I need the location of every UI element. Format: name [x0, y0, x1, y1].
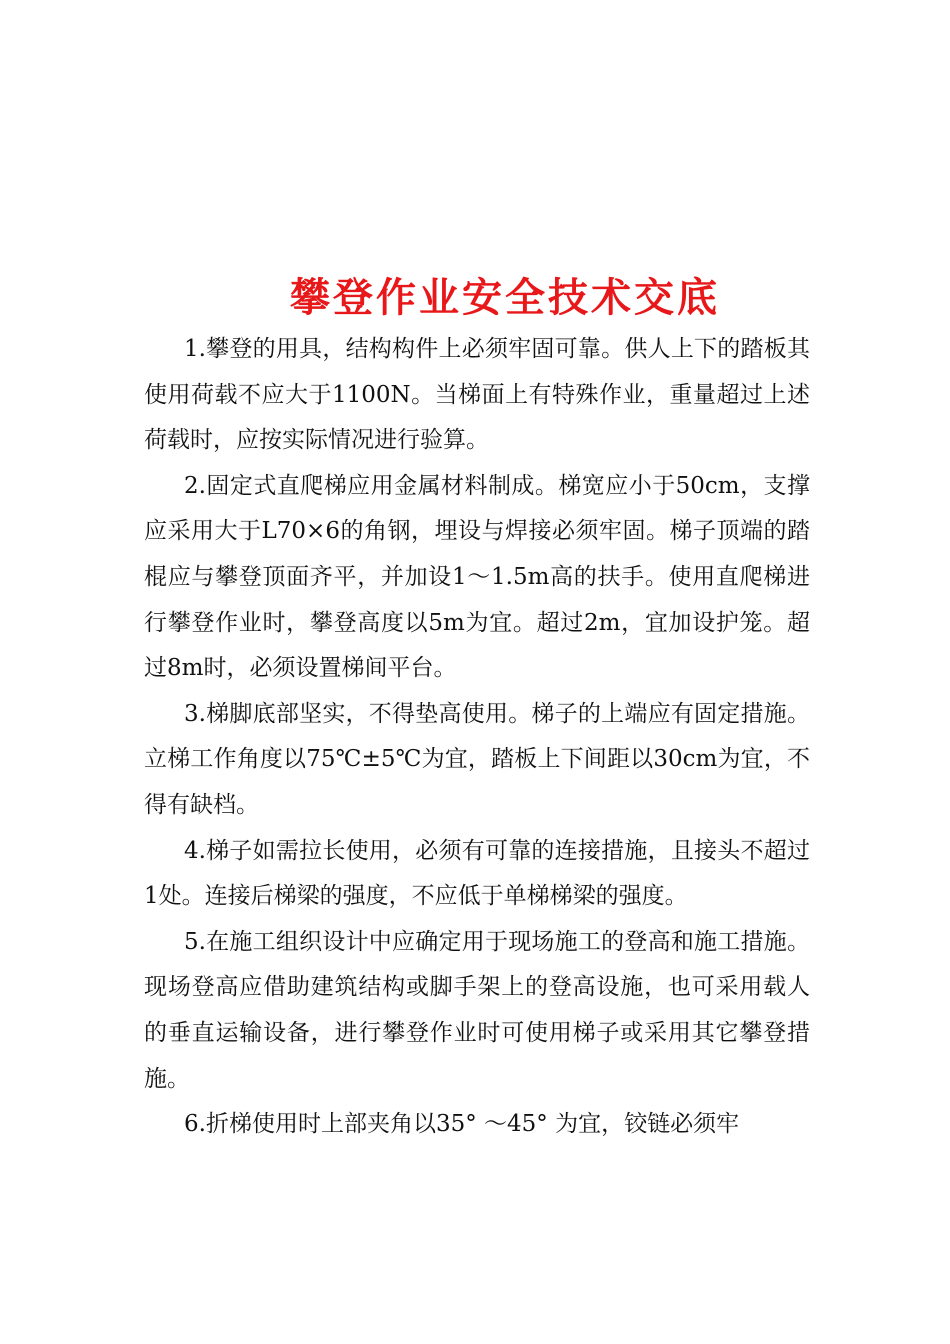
- paragraph-2: 2.固定式直爬梯应用金属材料制成。梯宽应小于50cm，支撑应采用大于L70×6的角钢，埋设与焊接必须牢固。梯子顶端的踏棍应与攀登顶面齐平，并加设1～1.5m高的扶手。使用直爬梯进行攀登作业时，攀登高度以5m为宜。超过2m，宜加设护笼。超过8m时，必须设置梯间平台。: [144, 472, 810, 682]
- paragraph-3: 3.梯脚底部坚实，不得垫高使用。梯子的上端应有固定措施。立梯工作角度以75℃±5℃为宜，踏板上下间距以30cm为宜，不得有缺档。: [144, 700, 810, 818]
- paragraph-4: 4.梯子如需拉长使用，必须有可靠的连接措施，且接头不超过1处。连接后梯梁的强度，不应低于单梯梯梁的强度。: [144, 837, 810, 910]
- paragraph-1: 1.攀登的用具，结构构件上必须牢固可靠。供人上下的踏板其使用荷载不应大于1100N。当梯面上有特殊作业，重量超过上述荷载时，应按实际情况进行验算。: [144, 336, 810, 454]
- document-title: 攀登作业安全技术交底: [290, 274, 720, 321]
- paragraph-6: 6.折梯使用时上部夹角以35° ～45° 为宜，铰链必须牢: [184, 1111, 740, 1138]
- document-body: [144, 327, 810, 1148]
- paragraph-5: 5.在施工组织设计中应确定用于现场施工的登高和施工措施。现场登高应借助建筑结构或脚手架上的登高设施，也可采用载人的垂直运输设备，进行攀登作业时可使用梯子或采用其它攀登措施。: [144, 928, 810, 1092]
